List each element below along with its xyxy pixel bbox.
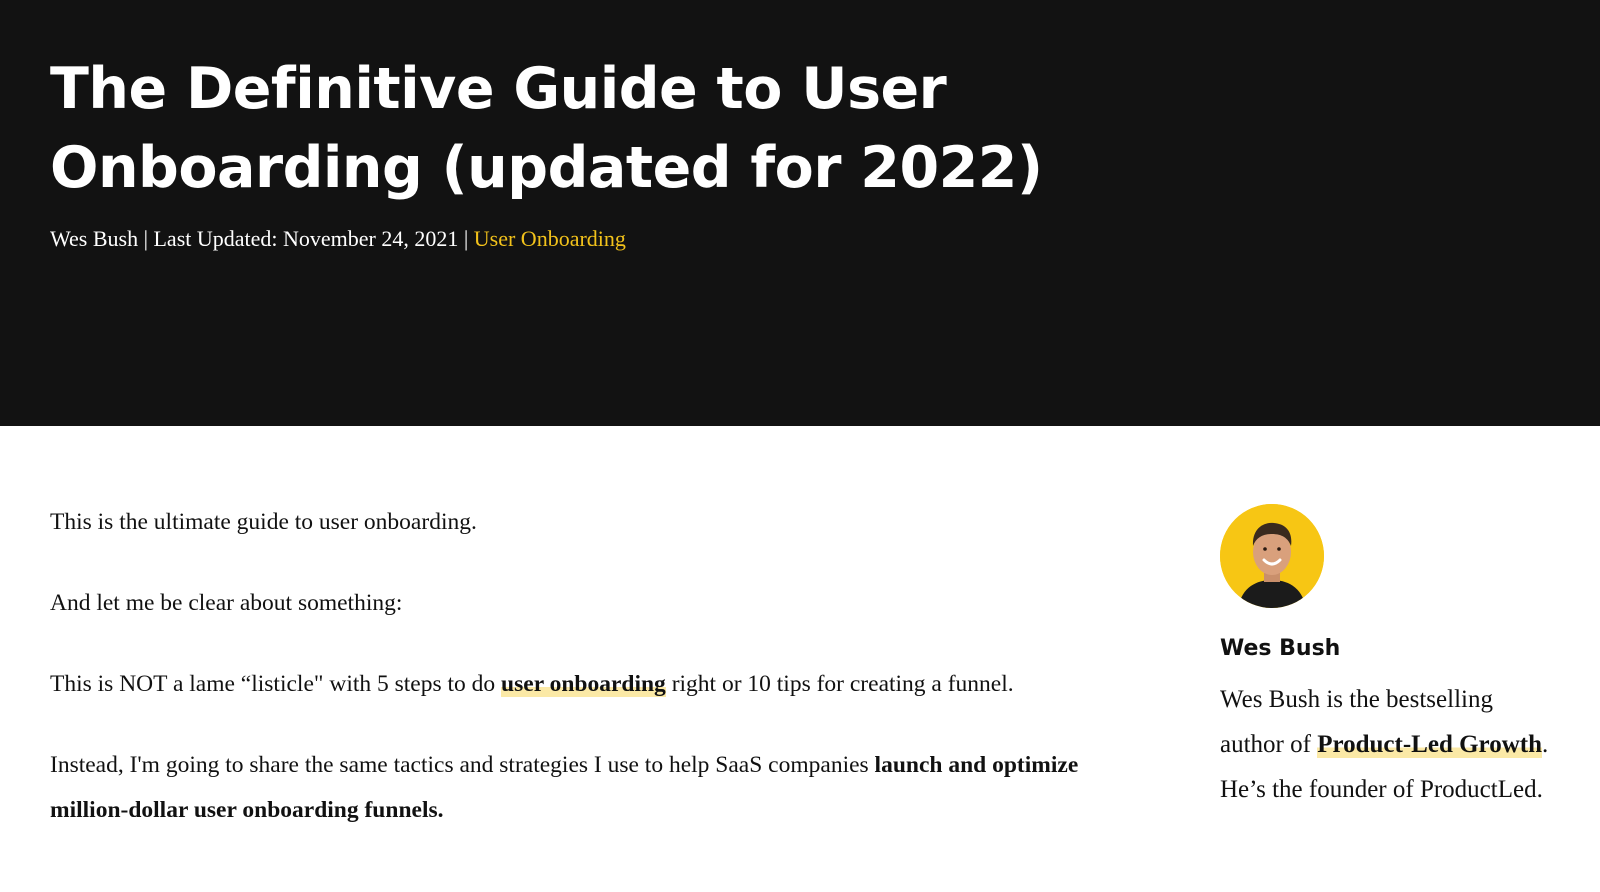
article-hero	[0, 0, 1600, 426]
user-onboarding-link[interactable]: user onboarding	[501, 671, 666, 697]
paragraph-text: Instead, I'm going to share the same tactics and strategies I use to help SaaS companies	[50, 752, 875, 778]
last-updated: Last Updated: November 24, 2021	[153, 226, 459, 251]
paragraph	[50, 743, 1130, 833]
paragraph-text: This is NOT a lame “listicle" with 5 steps to do	[50, 671, 502, 697]
article-body	[50, 500, 1130, 869]
paragraph: And let me be clear about something:	[50, 590, 403, 616]
author-link[interactable]: Wes Bush	[50, 226, 139, 251]
author-photo-icon	[1220, 504, 1324, 608]
intro-paragraph: This is the ultimate guide to user onboarding.	[50, 509, 477, 535]
bio-text: Wes Bush is the bestselling author of	[1220, 686, 1493, 758]
meta-separator: |	[458, 226, 474, 251]
author-avatar	[1220, 504, 1324, 608]
product-led-growth-link[interactable]: Product-Led Growth	[1317, 731, 1542, 758]
article-meta	[50, 226, 626, 252]
article-title: The Definitive Guide to User Onboarding (updated for 2022)	[50, 56, 1043, 201]
paragraph-text: right or 10 tips for creating a funnel.	[665, 671, 1014, 697]
author-bio	[1220, 677, 1560, 812]
category-link[interactable]: User Onboarding	[473, 226, 626, 251]
bio-text: . He’s the founder of ProductLed.	[1220, 731, 1549, 803]
sidebar-author-name: Wes Bush	[1220, 636, 1341, 661]
author-sidebar	[1220, 504, 1560, 812]
meta-separator: |	[138, 226, 154, 251]
paragraph	[50, 662, 1130, 707]
bold-statement: launch and optimize million-dollar user onboarding funnels.	[50, 752, 1079, 823]
